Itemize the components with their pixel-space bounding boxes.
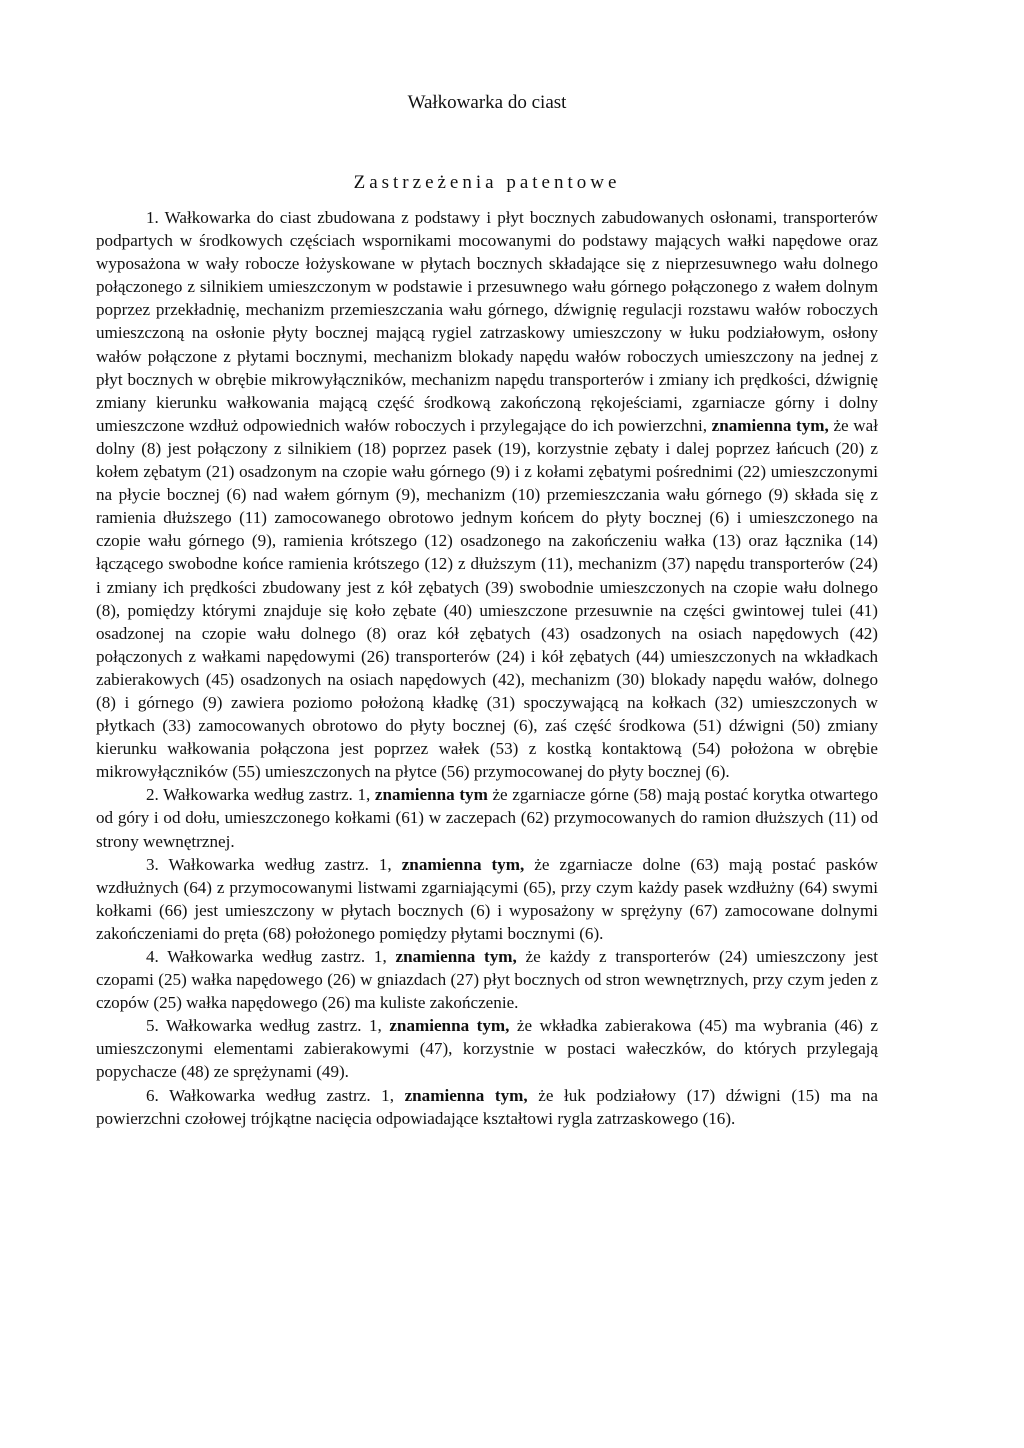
claim-2	[96, 783, 878, 852]
claim-keyword: znamienna tym,	[401, 854, 525, 874]
claim-lead: 2. Wałkowarka według zastrz. 1,	[146, 785, 371, 805]
claim-lead: 1. Wałkowarka do ciast zbudowana z podstawy i płyt bocznych zabudowanych osłonami, transporterów podpartych w środkowych częściach wspornikami mocowanymi do podstawy mających wałki napędowe oraz wyposażona w wały robocze łożyskowane w płytach bocznych składające się z nieprzesuwnego wału dolnego połączonego z silnikiem umieszczonym w podstawie i przesuwnego wału górnego połączonego z wałem dolnym poprzez przekładnię, mechanizm przemieszczania wału górnego, dźwignię regulacji rozstawu wałów roboczych umieszczoną na osłonie płyty bocznej mającą rygiel zatrzaskowy umieszczony w łuku podziałowym, osłony wałów połączone z płytami bocznymi, mechanizm blokady napędu wałów roboczych umieszczony na jednej z płyt bocznych w obrębie mikrowyłączników, mechanizm napędu transporterów i zmiany ich prędkości, dźwignię zmiany kierunku wałkowania mającą część środkową zakończoną rękojeściami, zgarniacze górny i dolny umieszczone wzdłuż odpowiednich wałów roboczych i przylegające do ich powierzchni,	[96, 208, 878, 435]
claim-lead: 5. Wałkowarka według zastrz. 1,	[146, 1016, 382, 1036]
section-heading: Zastrzeżenia patentowe	[353, 172, 621, 193]
claim-lead: 4. Wałkowarka według zastrz. 1,	[146, 947, 387, 966]
claim-keyword: znamienna tym,	[395, 947, 517, 966]
claim-keyword: znamienna tym,	[404, 1085, 528, 1105]
claim-4	[96, 945, 878, 1014]
claim-body: że wał dolny (8) jest połączony z silnikiem (18) poprzez pasek (19), korzystnie zębaty i dalej poprzez łańcuch (20) z kołem zębatym (21) osadzonym na czopie wału górnego (9) i z kołami zębatymi pośrednimi (22) umieszczonymi na płycie bocznej (6) nad wałem górnym (9), mechanizm (10) przemieszczania wału górnego (9) składa się z ramienia dłuższego (11) zamocowanego obrotowo jednym końcem do płyty bocznej (6) i umieszczonego na czopie wału górnego (9), ramienia krótszego (12) osadzonego na zakończeniu wałka (13) oraz łącznika (14) łączącego swobodne końce ramienia krótszego (12) z dłuższym (11), mechanizm (37) napędu transporterów (24) i zmiany ich prędkości zbudowany jest z kół zębatych (39) swobodnie umieszczonych na czopie wału dolnego (8), pomiędzy którymi znajduje się koło zębate (40) umieszczone przesuwnie na części gwintowej tulei (41) osadzonej na czopie wału dolnego (8) oraz kół zębatych (43) osadzonych na osiach napędowych (42) połączonych z wałkami napędowymi (26) transporterów (24) i kół zębatych (44) umieszczonych na wkładkach zabierakowych (45) osadzonych na osiach napędowych (42), mechanizm (30) blokady napędu wałów, dolnego (8) i górnego (9) zawiera poziomo położoną kładkę (31) spoczywającą na kołkach (32) umieszczonych w płytkach (33) zamocowanych obrotowo do płyty bocznej (6), zaś część środkowa (51) dźwigni (50) zmiany kierunku wałkowania połączona jest poprzez wałek (53) z kostką kontaktową (54) położona w obrębie mikrowyłączników (55) umieszczonych na płytce (56) przymocowanej do płyty bocznej (6).	[96, 415, 878, 782]
claim-body: że zgarniacze dolne (63) mają postać pasków wzdłużnych (64) z przymocowanymi listwami zgarniającymi (65), przy czym każdy pasek wzdłużny (64) swymi kołkami (66) jest umieszczony w płytach bocznych (6) i wyposażony w sprężyny (67) zamocowane dolnymi zakończeniami do pręta (68) położonego pomiędzy płytami bocznymi (6).	[96, 854, 879, 943]
document-title: Wałkowarka do ciast	[407, 92, 567, 113]
claim-body: że wkładka zabierakowa (45) ma wybrania (46) z umieszczonymi elementami zabierakowymi (47), korzystnie w postaci wałeczków, do których przylegają popychacze (48) ze sprężynami (49).	[96, 1016, 878, 1082]
claim-lead: 3. Wałkowarka według zastrz. 1,	[146, 854, 392, 874]
claim-5	[96, 1014, 878, 1083]
claim-lead: 6. Wałkowarka według zastrz. 1,	[146, 1085, 394, 1105]
claim-body: że zgarniacze górne (58) mają postać korytka otwartego od góry i od dołu, umieszczonego kołkami (61) w zaczepach (62) przymocowanych do ramion dłuższych (11) od strony wewnętrznej.	[96, 785, 879, 851]
claim-keyword: znamienna tym	[374, 785, 488, 805]
claim-3	[96, 853, 878, 945]
claim-keyword: znamienna tym,	[711, 415, 829, 435]
claim-body: że każdy z transporterów (24) umieszczony jest czopami (25) wałka napędowego (26) w gniazdach (27) płyt bocznych od stron wewnętrznych, przy czym jeden z czopów (25) wałka napędowego (26) ma kuliste zakończenie.	[96, 947, 879, 1013]
claim-1	[96, 206, 878, 783]
claim-keyword: znamienna tym,	[389, 1016, 510, 1036]
claim-body: że łuk podziałowy (17) dźwigni (15) ma na powierzchni czołowej trójkątne nacięcia odpowiadające kształtowi rygla zatrzaskowego (16).	[96, 1085, 878, 1128]
claim-6	[96, 1084, 878, 1130]
patent-claims-page	[96, 92, 878, 1130]
